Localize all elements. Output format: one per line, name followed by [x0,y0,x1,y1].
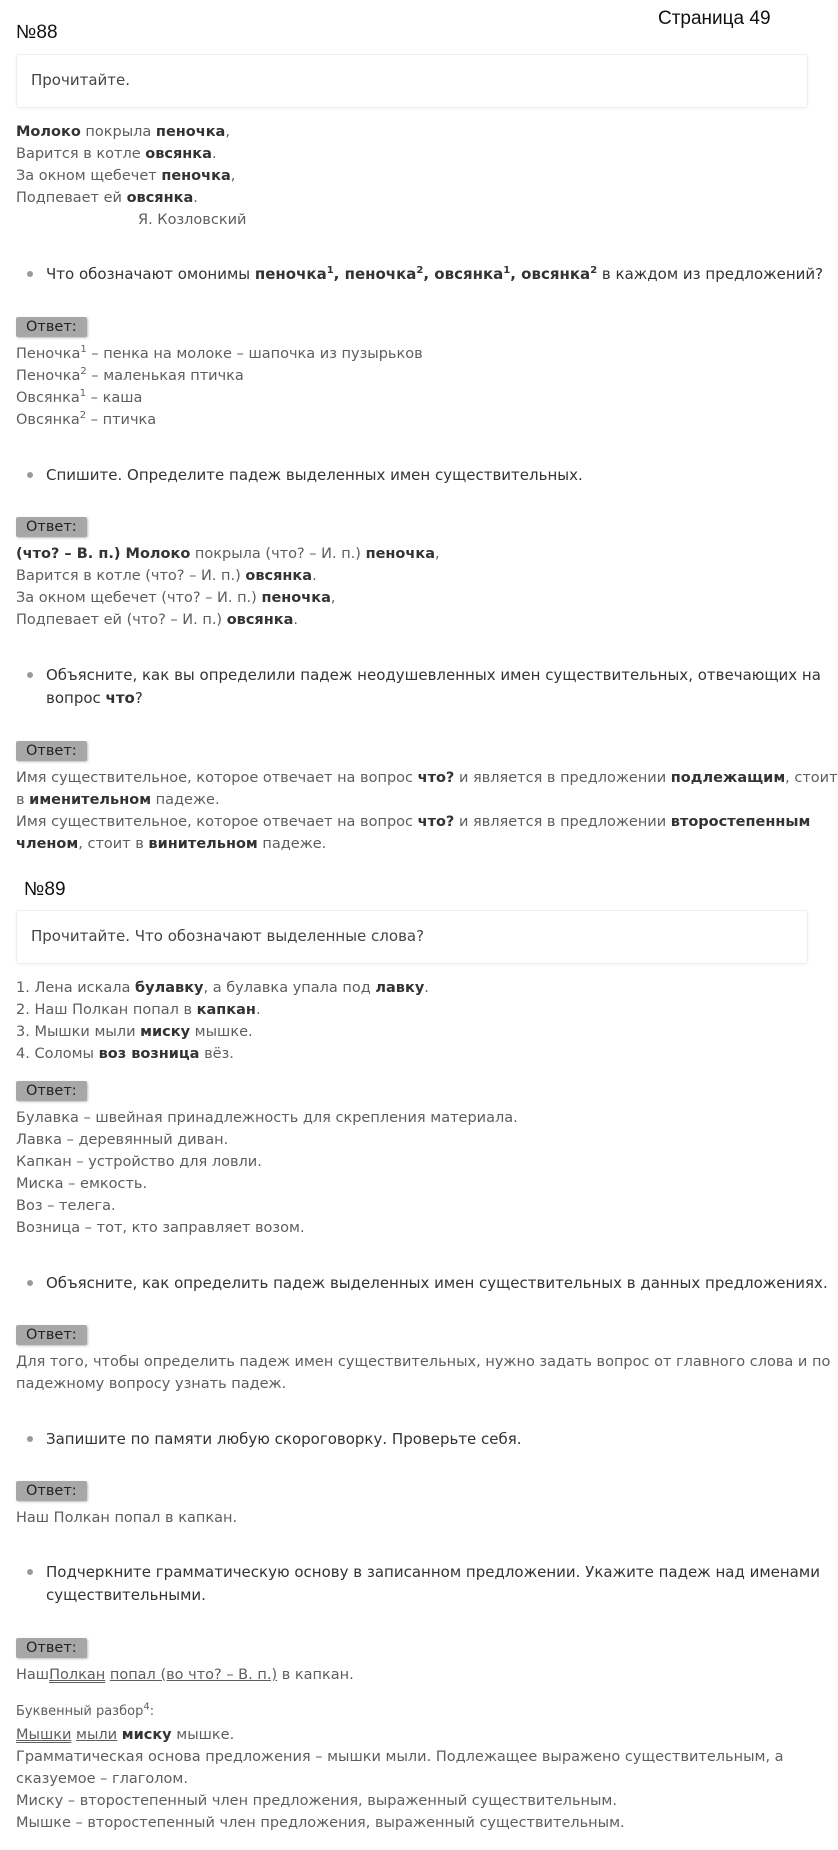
letter-analysis-label: Буквенный разбор$^4$: [16,1701,155,1719]
sentence-line: 2. Наш Полкан попал в капкан. [16,1002,261,1018]
bullet-dot [27,271,33,277]
bullet-dot [27,1280,33,1286]
page-number: Страница 49 [658,8,771,29]
answer-badge: Ответ: [16,1325,87,1345]
question-homonyms: Что обозначают омонимы пеночка$^1$, пеночка$^2$, овсянка$^1$, овсянка$^2$ в каждом из предложений? [46,265,824,283]
instruction-box-88 [16,54,808,108]
answer-line: Воз – телега. [16,1198,116,1214]
bullet-dot [27,1436,33,1442]
answer-line: (что? – В. п.) Молоко покрыла (что? – И. п.) пеночка, [16,546,440,562]
answer-line: Грамматическая основа предложения – мышки мыли. Подлежащее выражено существительным, а [16,1749,784,1765]
answer-line: Имя существительное, которое отвечает на вопрос что? и является в предложении подлежащим, стоит [16,770,838,786]
answer-line: членом, стоит в винительном падеже. [16,836,327,852]
exercise-number-89: №89 [24,879,66,900]
answer-line: Овсянка$^1$ – каша [16,388,143,406]
bullet-dot [27,472,33,478]
answer-badge: Ответ: [16,1081,87,1101]
answer-line: Варится в котле (что? – И. п.) овсянка. [16,568,317,584]
instruction-text: Прочитайте. Что обозначают выделенные слова? [31,927,425,945]
answer-line: Пеночка$^2$ – маленькая птичка [16,366,244,384]
answer-badge: Ответ: [16,317,87,337]
answer-line: в именительном падеже. [16,792,220,808]
answer-line: Мышки мыли миску мышке. [16,1727,235,1743]
instruction-box-89 [16,910,808,964]
answer-line: За окном щебечет (что? – И. п.) пеночка, [16,590,336,606]
answer-line: Лавка – деревянный диван. [16,1132,229,1148]
question-tongue-twister: Запишите по памяти любую скороговорку. Проверьте себя. [46,1430,522,1448]
poem-line-4: Подпевает ей овсянка. [16,190,198,206]
instruction-text: Прочитайте. [31,71,131,89]
question-explain-case-cont: вопрос что? [46,689,143,707]
sentence-line: 3. Мышки мыли миску мышке. [16,1024,253,1040]
answer-line: Подпевает ей (что? – И. п.) овсянка. [16,612,298,628]
answer-line: Капкан – устройство для ловли. [16,1154,262,1170]
answer-badge: Ответ: [16,1481,87,1501]
poem-line-1: Молоко покрыла пеночка, [16,124,230,140]
answer-line: падежному вопросу узнать падеж. [16,1376,287,1392]
bullet-dot [27,672,33,678]
poem-line-3: За окном щебечет пеночка, [16,168,236,184]
answer-line: Булавка – швейная принадлежность для скрепления материала. [16,1110,518,1126]
poem-line-2: Варится в котле овсянка. [16,146,217,162]
answer-badge: Ответ: [16,741,87,761]
answer-line: Пеночка$^1$ – пенка на молоке – шапочка из пузырьков [16,344,423,362]
answer-line: Имя существительное, которое отвечает на вопрос что? и является в предложении второстепенным [16,814,811,830]
question-copy: Спишите. Определите падеж выделенных имен существительных. [46,466,583,484]
answer-line: Возница – тот, кто заправляет возом. [16,1220,305,1236]
sentence-line: 4. Соломы воз возница вёз. [16,1046,234,1062]
subject-underline: Полкан [49,1667,106,1683]
answer-line: Для того, чтобы определить падеж имен существительных, нужно задать вопрос от главного слова и по [16,1354,831,1370]
answer-badge: Ответ: [16,517,87,537]
answer-line: Мышке – второстепенный член предложения, выраженный существительным. [16,1815,625,1831]
exercise-number-88: №88 [16,22,58,43]
answer-line: Наш Полкан попал в капкан. [16,1510,238,1526]
question-explain-case: Объясните, как вы определили падеж неодушевленных имен существительных, отвечающих на [46,666,821,684]
answer-line: Овсянка$^2$ – птичка [16,410,157,428]
answer-line: Миска – емкость. [16,1176,148,1192]
question-how-case: Объясните, как определить падеж выделенных имен существительных в данных предложениях. [46,1274,828,1292]
poem-author: Я. Козловский [138,212,247,228]
question-grammar-basis: Подчеркните грамматическую основу в записанном предложении. Укажите падеж над именами [46,1563,820,1581]
bullet-dot [27,1569,33,1575]
question-grammar-basis-cont: существительными. [46,1586,206,1604]
answer-line: сказуемое – глаголом. [16,1771,188,1787]
answer-line: НашПолкан попал (во что? – В. п.) в капкан. [16,1667,354,1683]
predicate-underline: попал (во что? – В. п.) [109,1667,278,1683]
answer-badge: Ответ: [16,1638,87,1658]
answer-line: Миску – второстепенный член предложения, выраженный существительным. [16,1793,617,1809]
sentence-line: 1. Лена искала булавку, а булавка упала под лавку. [16,980,429,996]
